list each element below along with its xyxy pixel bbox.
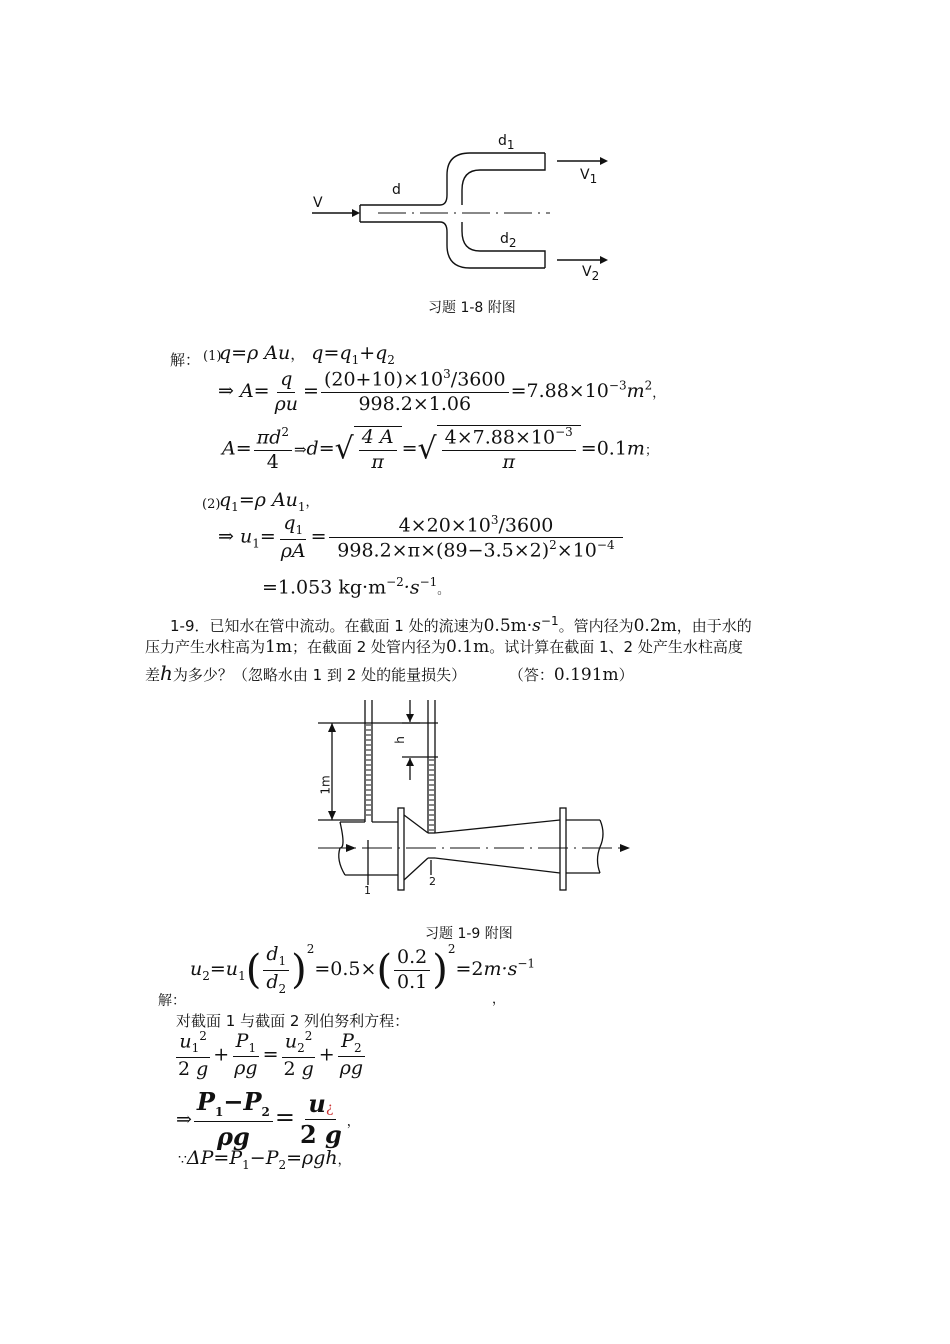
fig2-label-1m: 1m	[318, 775, 333, 795]
sol18-step2: (2)	[202, 497, 221, 512]
eq-bernoulli: $\frac{u_1^2}{2 g}$ + $\frac{P_1}{\rho g}$ = $\frac{u_2^2}{2 g}$ + $\frac{P_2}{\rho g}$	[178, 1029, 364, 1080]
eq-d-formula: A= $\frac{\pi d^2}{4}$ ⇒d=√ $\frac{4 A}{\pi}$ =√ $\frac{4\times 7.88\times 10^{-3}}{\pi}$ =0.1m；	[222, 424, 658, 474]
sol19-bernoulli-text: 对截面 1 与截面 2 列伯努利方程：	[176, 1012, 410, 1030]
fig2-caption: 习题 1-9 附图	[425, 926, 513, 942]
eq-q1: $q_1=\rho$ $Au_1$，	[219, 489, 319, 514]
eq-u1-result: =1.053 $kg\cdot m^{-2}\cdot s^{-1}$。	[262, 575, 450, 599]
eq-q-rho-a-u: q=ρ Au， $q=q_1+q_2$	[219, 342, 395, 367]
fig1-label-v: V	[313, 195, 323, 211]
figure-1-9-venturi-diagram	[310, 700, 640, 900]
fig1-label-d1: $d_1$	[498, 133, 515, 152]
fig2-label-h: h	[392, 736, 407, 744]
fig1-label-v2: $V_2$	[582, 264, 600, 283]
fig1-caption: 习题 1-8 附图	[428, 300, 516, 316]
eq-a-formula: ⇒ A= $\frac{q}{\rho u}$ = $\frac{(20+10)\times 10^3/3600}{998.2\times 1.06}$ $=7.88\times 10^{-3}m^2$，	[218, 367, 666, 416]
problem19-line1: 1-9．已知水在管中流动。在截面 1 处的流速为$0.5m\cdot s^{-1}$。管内径为0.2m，由于水的	[170, 614, 752, 636]
sol19-jie: 解：	[158, 993, 186, 1009]
eq-pressure-diff: ⇒ $\frac{P_1-P_2}{\rho g}$ = $\frac{u¿}{2 g}$ ，	[176, 1087, 360, 1151]
fig2-label-2: 2	[429, 875, 436, 888]
problem19-line3: 差h为多少？（忽略水由 1 到 2 处的能量损失） （答：0.191m）	[145, 661, 634, 685]
sol18-step1: (1)	[203, 349, 222, 364]
problem19-line2: 压力产生水柱高为1m；在截面 2 处管内径为0.1m。试计算在截面 1、2 处产生水柱高度	[145, 637, 743, 657]
fig1-label-d2: $d_2$	[500, 231, 517, 250]
sol19-comma-1: ，	[492, 992, 506, 1007]
eq-u2-formula: $u_2=u_1$( $\frac{d_1}{d_2}$ )$^2$=0.5×( $\frac{0.2}{0.1}$ )$^2=2m\cdot s^{-1}$	[190, 942, 536, 996]
sol18-jie: 解：	[170, 351, 201, 369]
figure-1-8-pipe-diagram	[300, 125, 630, 290]
eq-delta-p: $\because\Delta P=P_1-P_2=\rho gh$，	[178, 1147, 351, 1172]
fig2-label-1: 1	[364, 884, 371, 897]
fig1-label-v1: $V_1$	[580, 167, 598, 186]
fig1-label-d: d	[392, 182, 401, 198]
eq-u1-formula: ⇒ $u_1=$ $\frac{q_1}{\rho A}$ = $\frac{4\times 20\times 10^3/3600}{998.2\times\pi\times(89-3.5\times 2)^2\times 10^{-4}}$	[218, 513, 625, 562]
